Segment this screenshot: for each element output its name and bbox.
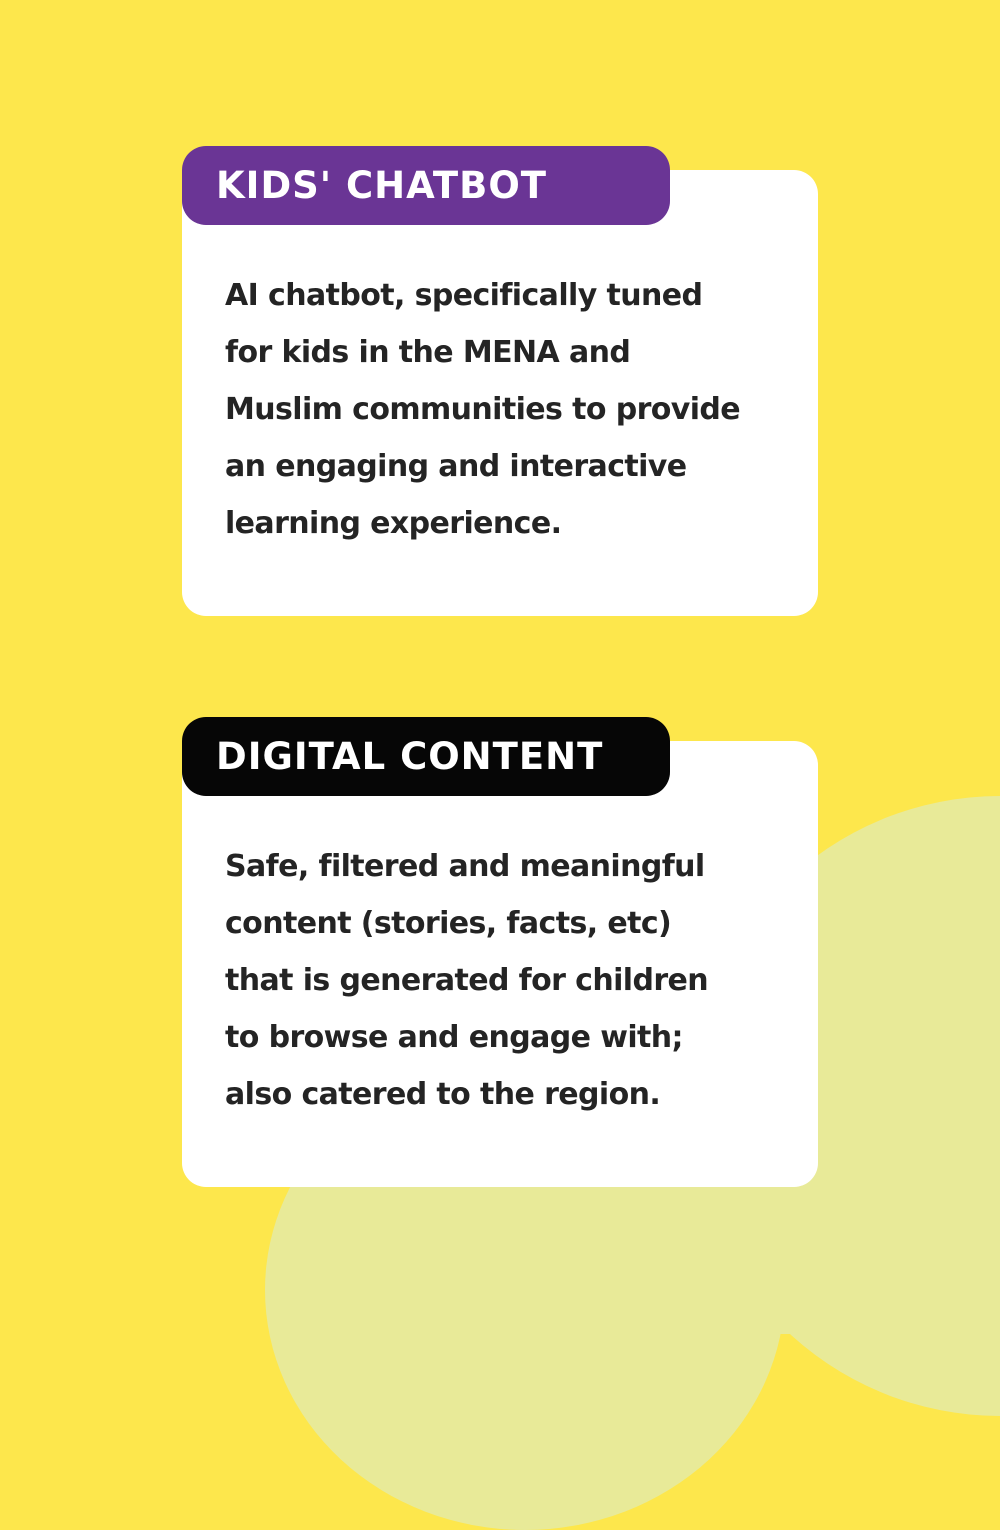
kids-chatbot-description xyxy=(225,267,785,552)
digital-content-title: DIGITAL CONTENT xyxy=(182,717,670,796)
description-line: AI chatbot, specifically tuned xyxy=(225,278,703,313)
description-line: content (stories, facts, etc) xyxy=(225,906,672,941)
description-line: for kids in the MENA and xyxy=(225,335,631,370)
description-line: also catered to the region. xyxy=(225,1077,661,1112)
description-line: Safe, filtered and meaningful xyxy=(225,849,705,884)
description-line: learning experience. xyxy=(225,506,562,541)
description-line: an engaging and interactive xyxy=(225,449,687,484)
description-line: to browse and engage with; xyxy=(225,1020,683,1055)
digital-content-description xyxy=(225,838,785,1123)
description-line: Muslim communities to provide xyxy=(225,392,741,427)
kids-chatbot-title: KIDS' CHATBOT xyxy=(182,146,670,225)
description-line: that is generated for children xyxy=(225,963,709,998)
